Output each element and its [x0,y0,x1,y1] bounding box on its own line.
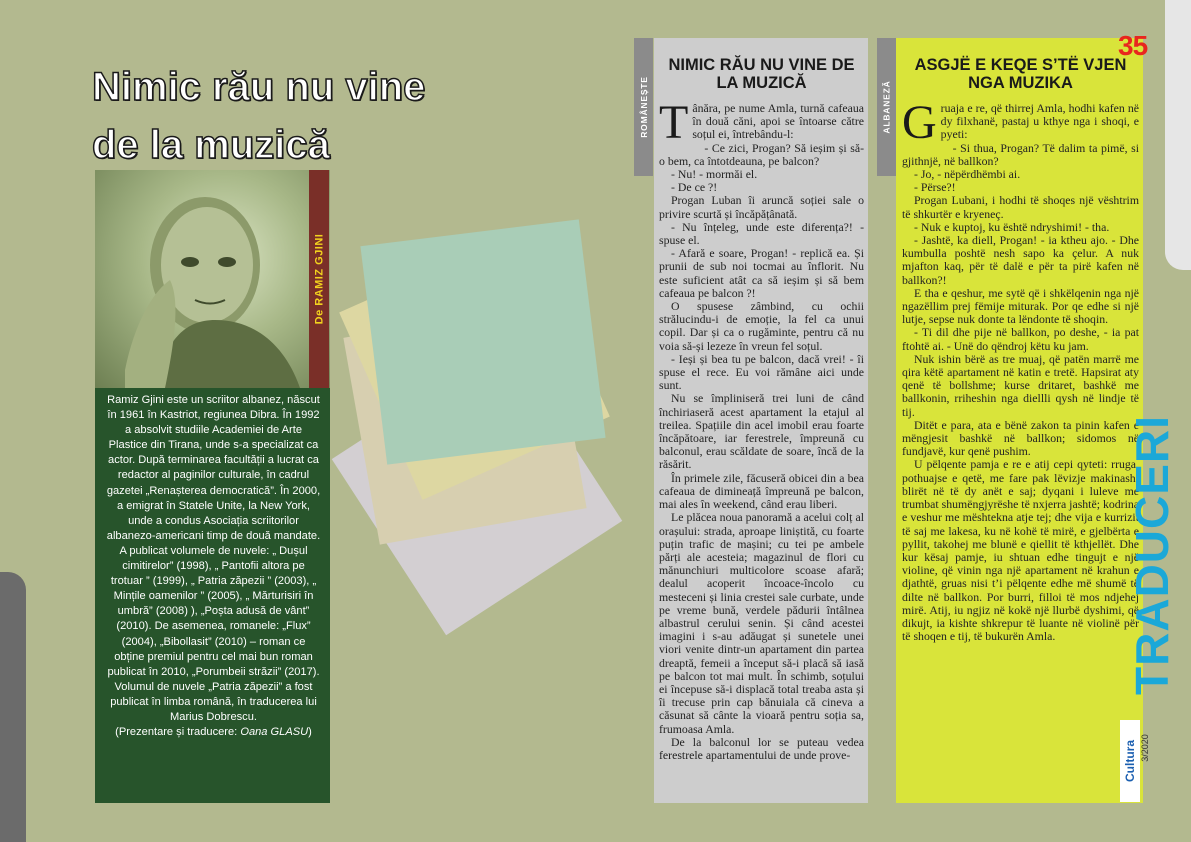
paragraph: - Nuk e kuptoj, ku është ndryshimi! - tha. [914,219,1110,234]
drop-cap: G [902,96,937,149]
language-label-albanian-text: ALBANEZĂ [881,80,892,134]
author-bio [95,388,330,803]
section-label [1126,405,1179,705]
bio-text: Ramiz Gjini este un scriitor albanez, născut în 1961 în Kastriot, regiunea Dibra. În 1992 a absolvit studiile Academiei de Arte Plastice din Tirana, unde s-a specializat ca actor. După terminarea facultății a lucrat ca redactor al paginilor culturale, în cadrul gazetei „Renașterea democratică”. În 2000, a emigrat în Statele Unite, la New York, unde a condus Asociația scriitorilor albanezo-americani timp de două mandate. A publicat volumele de nuvele: „ Dușul cimitirelor” (1998), „ Pantofii altora pe trotuar ” (1999), „ Patria zăpezii ” (2003), „ Mințile oamenilor ” (2005), „ Mărturisiri în umbră” (2008) ), „Poșta adusă de vânt” (2010). De asemenea, romanele: „Flux” (2004), „Bibollasit” (2010) – roman ce obține premiul pentru cel mai bun roman publicat în 2010, „Porumbeii străzii” (2017). Volumul de nuvele „Patria zăpezii” a fost publicat în limba română, în traducerea lui Marius Dobrescu. [106,394,321,723]
paragraph: Ditët e para, ata e bënë zakon ta pinin kafen e mëngjesit bashkë në ballkon; sidomos në fundjavë, kur qenë pushim. [902,417,1139,459]
albanian-column [896,38,1143,803]
paragraph: Nu se împliniseră trei luni de când închiriaseră acest apartament la etajul al treilea. Spațiile din acel imobil erau foarte încăpătoare, iar ferestrele, împreună cu balconul, erau scăldate de soare, încă de la răsărit. [659,391,864,472]
title-line-1: Nimic rău nu vine [92,65,426,109]
paragraph: Progan Lubani, i hodhi të shoqes një vështrim të shkurtër e kryeneç. [902,193,1139,221]
paragraph: Tânăra, pe nume Amla, turnă cafeaua în două căni, apoi se întoarse către soțul ei, întrebându-l: [659,96,864,149]
paragraph: - Ti dil dhe pije në ballkon, po deshe, - ia pat ftohtë ai. - Unë do qëndroj këtu ku jam. [902,325,1139,353]
romanian-body [659,96,864,762]
paragraph: O spusese zâmbind, cu ochii strălucindu-i de emoție, la fel ca unui copil. Dar și ca o rugăminte, pentru că nu voia să-și lezeze în vreun fel soțul. [659,299,864,353]
paragraph: - Nu înțeleg, unde este diferența?! - spuse el. [659,219,864,248]
paragraph: - Ieși și bea tu pe balcon, dacă vrei! - îi spuse el rece. Eu voi rămâne aici unde sunt. [659,351,864,393]
language-label-romanian [634,38,653,176]
paragraph: - Nu! - mormăi el. [671,167,758,182]
paragraph: Progan Luban îi aruncă soției sale o privire scurtă și încăpățânată. [659,193,864,221]
paragraph: Le plăcea noua panoramă a acelui colț al orașului: strada, aproape liniștită, cu foarte puțin trafic de mașini; cu tei pe ambele părți ale acesteia; magazinul de flori cu mănunchiuri multicolore scoase afară; dealul acoperit încoace-încolo cu mesteceni și linia crestei sale curbate, unde pe vreme bună, verdele pădurii întâlnea albastrul cerului senin. Și când acestei imagini i s-au adăugat și sunetele unei viori venite dintr-un apartament din partea dreaptă, femeii a început să-i placă să iasă pe balcon tot mai mult. În schimb, soțului ei începuse să-i displacă total treaba asta și îi trecuse prin cap bănuiala că cineva a căsunat să cânte la vioară pentru soția sa, frumoasa Amla. [659,510,864,736]
paragraph: - Afară e soare, Progan! - replică ea. Și prunii de sub noi tocmai au înflorit. Nu este suficient atât ca să ieșim și să bem cafeaua pe balcon ?! [659,246,864,300]
language-label-romanian-text: ROMÂNEȘTE [638,76,649,138]
issue-number [1138,718,1152,778]
albanian-body [902,96,1139,644]
decorative-square-teal [360,219,605,464]
credit-name: Oana GLASU [240,726,309,739]
albanian-title: ASGJË E KEQE S’TË VJEN NGA MUZIKA [914,56,1127,92]
page-number: 35 [1118,30,1148,61]
paragraph: - De ce ?! [671,180,718,195]
author-portrait-illustration [95,170,330,388]
drop-cap: T [659,96,689,149]
section-label-text: TRADUCERI [1126,415,1179,695]
left-page-tab [0,572,26,842]
paragraph: - Ce zici, Progan? Să ieșim și să-o bem, ca întotdeauna, pe balcon? [659,140,864,168]
magazine-logo-text-wrap [1120,720,1140,802]
paragraph: - Si thua, Progan? Të dalim ta pimë, si gjithnjë, në ballkon? [902,140,1139,168]
paragraph: E tha e qeshur, me sytë që i shkëlqenin nga një ngazëllim prej fëmije miturak. Por qe edhe si një lutje, sepse nuk donte ta lëndonte të shoqin. [902,285,1139,327]
language-label-albanian [877,38,896,176]
title-line-2: de la muzică [92,123,330,167]
credit-suffix: ) [308,726,312,739]
article-title [92,58,512,174]
paragraph: Nuk ishin bërë as tre muaj, që patën marrë me qira këtë apartament në katin e tretë. Hapsirat aty qenë të bollshme; kurse dritaret, bashkë me ballkonin, rriheshin nga diellli qysh në lindje të tij. [902,351,1139,419]
byline [309,170,329,388]
paragraph: Gruaja e re, që thirrej Amla, hodhi kafen në dy filxhanë, pastaj u kthye nga i shoqi, e pyeti: [902,96,1139,149]
credit-prefix: (Prezentare și traducere: [115,726,241,739]
author-photo [95,170,330,388]
romanian-title: NIMIC RĂU NU VINE DE LA MUZICĂ [668,56,855,92]
magazine-logo-text: Cultura [1123,740,1137,782]
paragraph: U pëlqente pamja e re e atij cepi qyteti: rruga, pothuajse e qetë, me fare pak lëvizje makinash; blirët në të dy anët e saj; dyqani i luleve me trumbat shumëngjyrëshe të nxjerra jashtë; kodrina e veshur me mështekna atje tej; dhe vija e kurrizit të saj me lakesa, ku në kohë të mirë, e gjelbërta e pyllit, takohej me blunë e qiellit të kthjellët. Dhe kur kësaj pamje, iu shtuan edhe tingujt e një violine, që vinin nga një apartament në krahun e djathtë, gruas nisi t’i pëlqente edhe më shumë të dilte në ballkon. Por burri, filloi të mos ndjehej mirë. Atij, iu ngjiz në kokë një llurbë dyshimi, që dikujt, ia kishte shkrepur të luante në violinë për të shoqen e tij, të bukurën Amla. [902,457,1139,644]
paragraph: - Përse?! [914,180,956,195]
bio-credit [105,725,322,740]
right-page-tab [1165,0,1191,270]
paragraph: - Jashtë, ka diell, Progan! - ia ktheu ajo. - Dhe kumbulla poshtë nesh sapo ka çelur. A nuk mjafton kaq, për të dalë e për ta pirë kafen në ballkon?! [902,233,1139,287]
paragraph: În primele zile, făcuseră obicei din a bea cafeaua de dimineață împreună pe balcon, mai ales în weekend, când erau liberi. [659,470,864,512]
romanian-column [654,38,868,803]
paragraph: - Jo, - nëpërdhëmbi ai. [914,167,1021,182]
byline-text: De RAMIZ GJINI [313,233,326,325]
paragraph: De la balconul lor se puteau vedea ferestrele apartamentului de unde prove- [659,734,864,762]
issue-number-text: 3/2020 [1140,734,1150,762]
